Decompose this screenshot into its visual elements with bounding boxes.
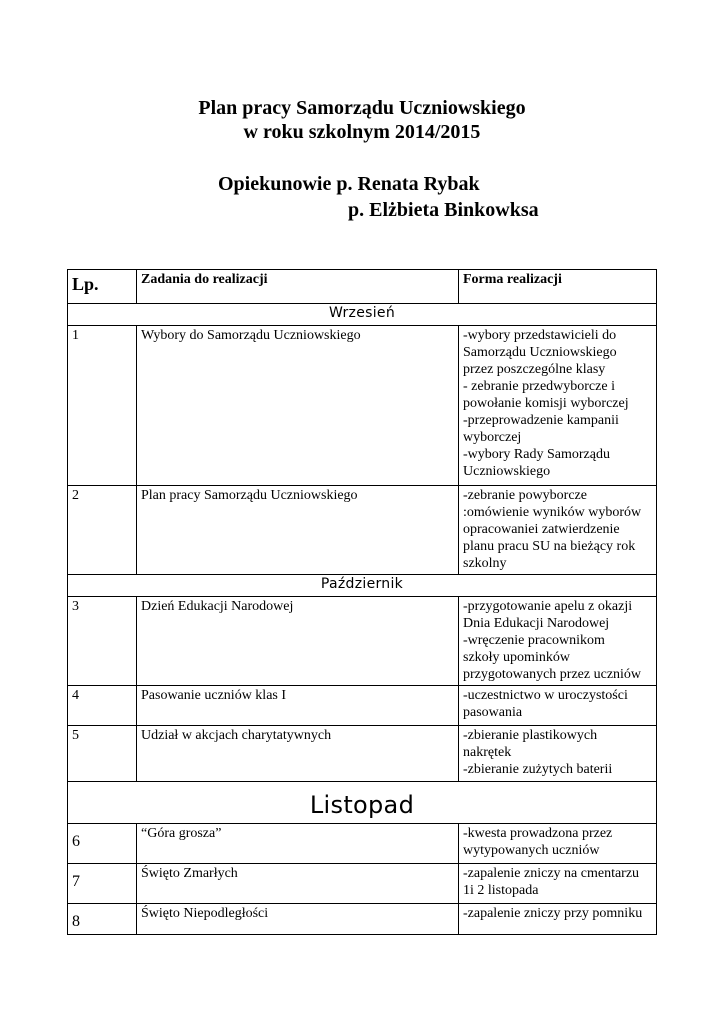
table-row <box>68 686 657 726</box>
form-line: -zapalenie zniczy na cmentarzu <box>463 866 640 881</box>
row-task: Plan pracy Samorządu Uczniowskiego <box>137 486 459 575</box>
guardians-line1: Opiekunowie p. Renata Rybak <box>218 173 480 195</box>
table-row <box>68 597 657 686</box>
row-number: 7 <box>68 864 137 904</box>
row-number: 4 <box>68 686 137 726</box>
row-task: Udział w akcjach charytatywnych <box>137 726 459 782</box>
form-line: przez poszczególne klasy <box>463 362 606 377</box>
document-title-line1: Plan pracy Samorządu Uczniowskiego <box>198 97 526 119</box>
form-line: -wybory Rady Samorządu <box>463 447 610 462</box>
row-form <box>459 597 657 686</box>
form-line: powołanie komisji wyborczej <box>463 396 629 411</box>
table-row <box>68 824 657 864</box>
form-line: -przygotowanie apelu z okazji <box>463 599 633 614</box>
form-line: Dnia Edukacji Narodowej <box>463 616 610 631</box>
row-number: 2 <box>68 486 137 575</box>
form-line: szkolny <box>463 556 507 571</box>
table-row <box>68 864 657 904</box>
header-lp: Lp. <box>68 270 137 304</box>
form-line: -zbieranie plastikowych <box>463 728 598 743</box>
month-row-october <box>68 575 657 597</box>
row-form <box>459 864 657 904</box>
month-row-november <box>68 782 657 824</box>
form-line: opracowaniei zatwierdzenie <box>463 522 620 537</box>
form-line: przygotowanych przez uczniów <box>463 667 642 682</box>
plan-table <box>67 269 657 935</box>
row-task: “Góra grosza” <box>137 824 459 864</box>
row-form <box>459 326 657 486</box>
form-line: wyborczej <box>463 430 522 445</box>
form-line: -kwesta prowadzona przez <box>463 826 613 841</box>
form-line: -zapalenie zniczy przy pomniku <box>463 906 643 921</box>
table-row <box>68 326 657 486</box>
form-line: wytypowanych uczniów <box>463 843 600 858</box>
form-line: -zbieranie zużytych baterii <box>463 762 613 777</box>
form-line: -uczestnictwo w uroczystości <box>463 688 628 703</box>
form-line: -przeprowadzenie kampanii <box>463 413 619 428</box>
row-form <box>459 686 657 726</box>
document-title-line2: w roku szkolnym 2014/2015 <box>243 121 481 143</box>
form-line: nakrętek <box>463 745 512 760</box>
row-number: 5 <box>68 726 137 782</box>
row-number: 8 <box>68 904 137 935</box>
row-number: 3 <box>68 597 137 686</box>
month-label: Listopad <box>68 782 657 824</box>
month-label: Październik <box>68 575 657 597</box>
header-tasks: Zadania do realizacji <box>137 270 459 304</box>
form-line: - zebranie przedwyborcze i <box>463 379 615 394</box>
table-row <box>68 904 657 935</box>
form-line: szkoły upominków <box>463 650 570 665</box>
form-line: Samorządu Uczniowskiego <box>463 345 617 360</box>
guardians-line2: p. Elżbieta Binkowksa <box>348 199 539 221</box>
form-line: 1i 2 listopada <box>463 883 539 898</box>
form-line: Uczniowskiego <box>463 464 551 479</box>
form-line: :omówienie wyników wyborów <box>463 505 642 520</box>
row-task: Dzień Edukacji Narodowej <box>137 597 459 686</box>
form-line: -zebranie powyborcze <box>463 488 587 503</box>
row-task: Święto Zmarłych <box>137 864 459 904</box>
row-task: Święto Niepodległości <box>137 904 459 935</box>
row-number: 1 <box>68 326 137 486</box>
form-line: pasowania <box>463 705 523 720</box>
row-form <box>459 824 657 864</box>
row-form <box>459 904 657 935</box>
month-label: Wrzesień <box>68 304 657 326</box>
table-row <box>68 726 657 782</box>
row-form <box>459 726 657 782</box>
row-task: Wybory do Samorządu Uczniowskiego <box>137 326 459 486</box>
row-form <box>459 486 657 575</box>
table-header-row <box>68 270 657 304</box>
form-line: -wręczenie pracownikom <box>463 633 605 648</box>
header-form: Forma realizacji <box>459 270 657 304</box>
month-row-september <box>68 304 657 326</box>
table-row <box>68 486 657 575</box>
row-task: Pasowanie uczniów klas I <box>137 686 459 726</box>
form-line: planu pracu SU na bieżący rok <box>463 539 636 554</box>
row-number: 6 <box>68 824 137 864</box>
form-line: -wybory przedstawicieli do <box>463 328 617 343</box>
